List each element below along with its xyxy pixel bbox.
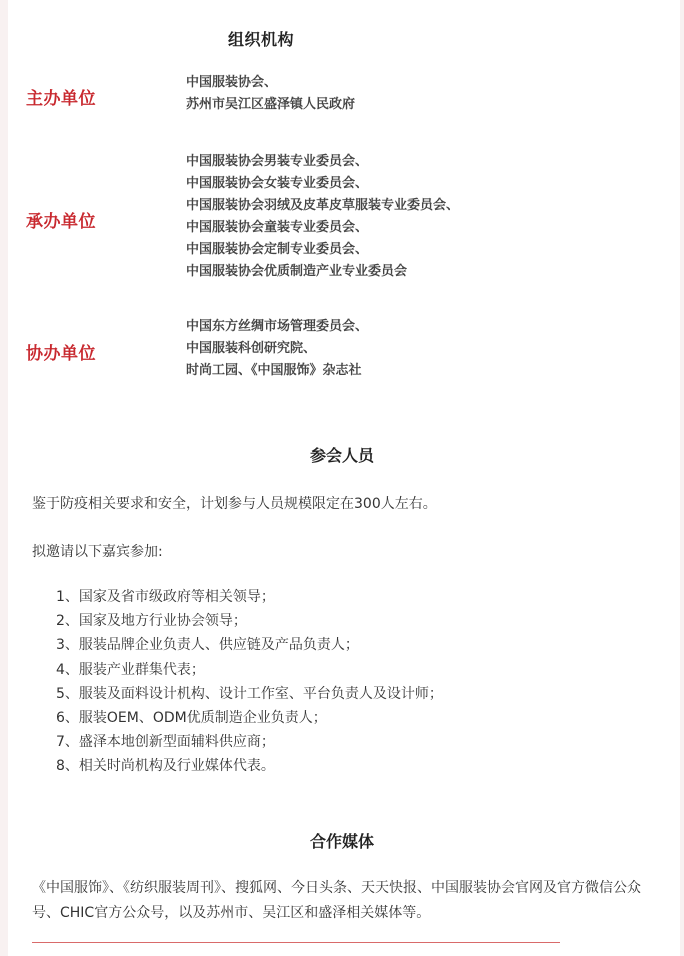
co-organizer-item: 中国东方丝绸市场管理委员会、 <box>186 319 369 334</box>
organizer-label: 承办单位 <box>26 212 96 232</box>
invitee-item: 5、服装及面料设计机构、设计工作室、平台负责人及设计师； <box>56 685 443 702</box>
invitee-item: 1、国家及省市级政府等相关领导； <box>56 589 275 605</box>
co-organizer-label: 协办单位 <box>26 344 96 364</box>
organizer-item: 中国服装协会羽绒及皮革皮草服装专业委员会、 <box>186 198 460 213</box>
organizer-item: 中国服装协会童装专业委员会、 <box>186 220 369 235</box>
host-label: 主办单位 <box>26 89 96 109</box>
media-text: 《中国服饰》、《纺织服装周刊》、搜狐网、今日头条、天天快报、中国服装协会官网及官方微信公众号、CHIC官方公众号，以及苏州市、吴江区和盛泽相关媒体等。 <box>32 880 641 921</box>
media-title: 合作媒体 <box>309 832 374 851</box>
organization-title: 组织机构 <box>228 30 295 49</box>
host-item: 中国服装协会、 <box>186 75 278 90</box>
invitee-item: 8、相关时尚机构及行业媒体代表。 <box>56 758 275 775</box>
invitee-item: 6、服装OEM、ODM优质制造企业负责人； <box>56 710 327 727</box>
organizer-list <box>186 151 459 283</box>
attendees-title: 参会人员 <box>309 446 374 465</box>
co-organizer-item: 时尚工园、《中国服饰》杂志社 <box>186 363 362 378</box>
invitee-item: 7、盛泽本地创新型面辅料供应商； <box>56 734 275 751</box>
attendees-intro: 鉴于防疫相关要求和安全，计划参与人员规模限定在300人左右。 <box>32 496 437 512</box>
co-organizer-item: 中国服装科创研究院、 <box>186 341 317 356</box>
invitee-item: 2、国家及地方行业协会领导； <box>56 613 247 630</box>
host-list <box>186 72 355 116</box>
page-card <box>8 0 680 956</box>
invitee-list <box>56 585 443 779</box>
invite-lead: 拟邀请以下嘉宾参加: <box>32 544 163 560</box>
invitee-item: 3、服装品牌企业负责人、供应链及产品负责人； <box>56 637 359 654</box>
host-item: 苏州市吴江区盛泽镇人民政府 <box>186 97 356 112</box>
invitee-item: 4、服装产业群集代表； <box>56 661 205 678</box>
bottom-divider <box>32 942 560 943</box>
organizer-item: 中国服装协会男装专业委员会、 <box>186 154 369 169</box>
organizer-item: 中国服装协会女装专业委员会、 <box>186 176 369 191</box>
organizer-item: 中国服装协会优质制造产业专业委员会 <box>186 264 408 279</box>
co-organizer-list <box>186 316 368 382</box>
organizer-item: 中国服装协会定制专业委员会、 <box>186 242 369 257</box>
